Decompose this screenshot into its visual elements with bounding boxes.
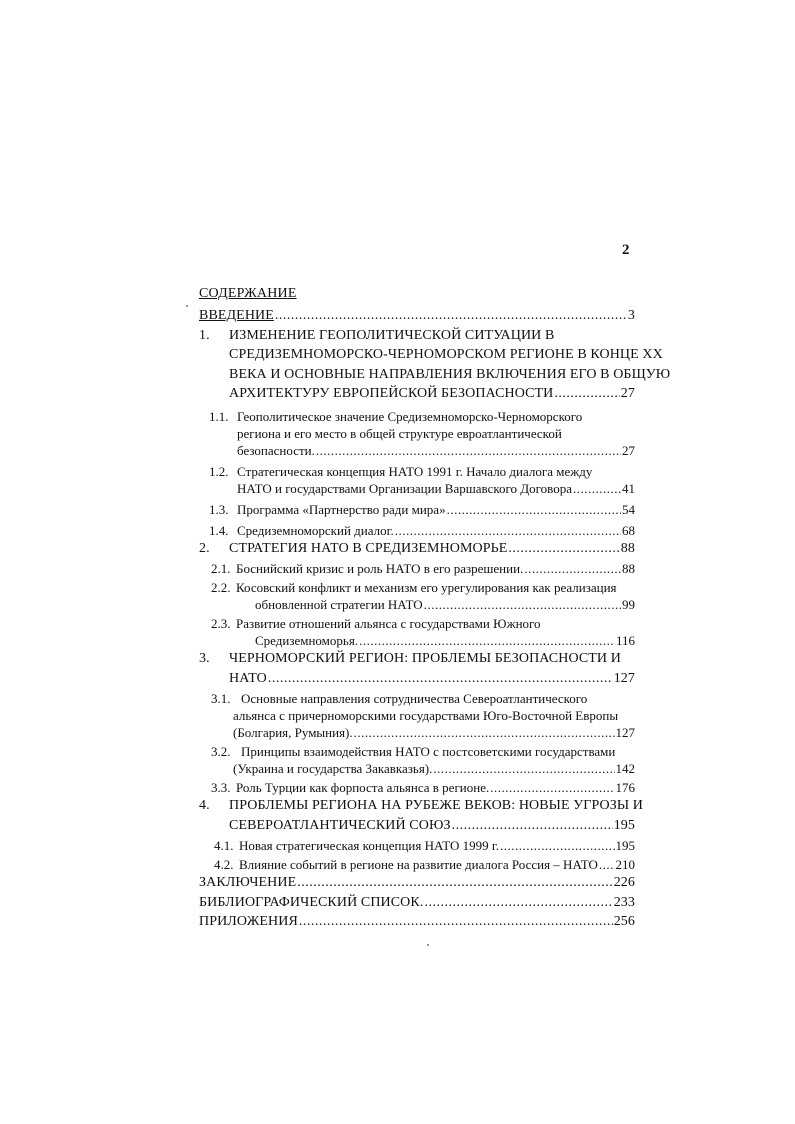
toc-entry-bibliography[interactable]: БИБЛИОГРАФИЧЕСКИЙ СПИСОК. ..... 233 [199, 893, 635, 913]
toc-entry-4-2[interactable]: 4.2. Влияние событий в регионе на развитие диалога Россия – НАТО ..... 210 [199, 856, 635, 873]
table-of-contents [199, 306, 671, 932]
toc-entry-conclusion[interactable]: ЗАКЛЮЧЕНИЕ ..... 226 [199, 873, 635, 893]
toc-title: СОДЕРЖАНИЕ [199, 286, 297, 301]
scan-speck [186, 305, 188, 307]
toc-entry-1-3[interactable]: 1.3. Программа «Партнерство ради мира» ..... 54 [199, 501, 635, 518]
toc-entry-introduction[interactable]: ВВЕДЕНИЕ ..... 3 [199, 306, 635, 326]
toc-entry-3-1[interactable]: 3.1. Основные направления сотрудничества Североатлантического альянса с причерноморскими государствами Юго-Восточной Европы (Болгария, Румыния). ..... 127 [199, 690, 635, 741]
toc-entry-3-3[interactable]: 3.3. Роль Турции как форпоста альянса в регионе. ..... 176 [199, 779, 635, 796]
toc-entry-2-3[interactable]: 2.3. Развитие отношений альянса с государствами Южного Средиземноморья. ..... 116 [199, 615, 635, 649]
toc-entry-2-1[interactable]: 2.1. Боснийский кризис и роль НАТО в его разрешении. ..... 88 [199, 560, 635, 577]
toc-page-number: 3 [627, 308, 635, 323]
toc-entry-1-4[interactable]: 1.4. Средиземноморский диалог. ..... 68 [199, 522, 635, 539]
toc-entry-chapter-4[interactable]: 4. ПРОБЛЕМЫ РЕГИОНА НА РУБЕЖЕ ВЕКОВ: НОВЫЕ УГРОЗЫ И СЕВЕРОАТЛАНТИЧЕСКИЙ СОЮЗ ..... 195 [199, 796, 635, 835]
scan-speck [427, 944, 429, 946]
page-number: 2 [622, 242, 630, 258]
toc-entry-1-1[interactable]: 1.1. Геополитическое значение Средиземноморско-Черноморского региона и его место в общей структуре евроатлантической безопасности. ..... 27 [199, 408, 635, 459]
toc-entry-1-2[interactable]: 1.2. Стратегическая концепция НАТО 1991 г. Начало диалога между НАТО и государствами Организации Варшавского Договора ..... 41 [199, 463, 635, 497]
toc-entry-chapter-2[interactable]: 2. СТРАТЕГИЯ НАТО В СРЕДИЗЕМНОМОРЬЕ ..... 88 [199, 539, 635, 559]
toc-entry-chapter-3[interactable]: 3. ЧЕРНОМОРСКИЙ РЕГИОН: ПРОБЛЕМЫ БЕЗОПАСНОСТИ И НАТО ..... 127 [199, 649, 635, 688]
toc-entry-2-2[interactable]: 2.2. Косовский конфликт и механизм его урегулирования как реализация обновленной стратегии НАТО ..... 99 [199, 579, 635, 613]
toc-entry-4-1[interactable]: 4.1. Новая стратегическая концепция НАТО 1999 г. ..... 195 [199, 837, 635, 854]
toc-entry-chapter-1[interactable]: 1. ИЗМЕНЕНИЕ ГЕОПОЛИТИЧЕСКОЙ СИТУАЦИИ В СРЕДИЗЕМНОМОРСКО-ЧЕРНОМОРСКОМ РЕГИОНЕ В КОНЦЕ XX ВЕКА И ОСНОВНЫЕ НАПРАВЛЕНИЯ ВКЛЮЧЕНИЯ ЕГО В ОБЩУЮ АРХИТЕКТУРУ ЕВРОПЕЙСКОЙ БЕЗОПАСНОСТИ ..... 27 [199, 326, 635, 404]
toc-entry-appendices[interactable]: ПРИЛОЖЕНИЯ ..... 256 [199, 912, 635, 932]
toc-entry-3-2[interactable]: 3.2. Принципы взаимодействия НАТО с постсоветскими государствами (Украина и государства Закавказья). ..... 142 [199, 743, 635, 777]
toc-entry-number: 1. [199, 327, 210, 343]
